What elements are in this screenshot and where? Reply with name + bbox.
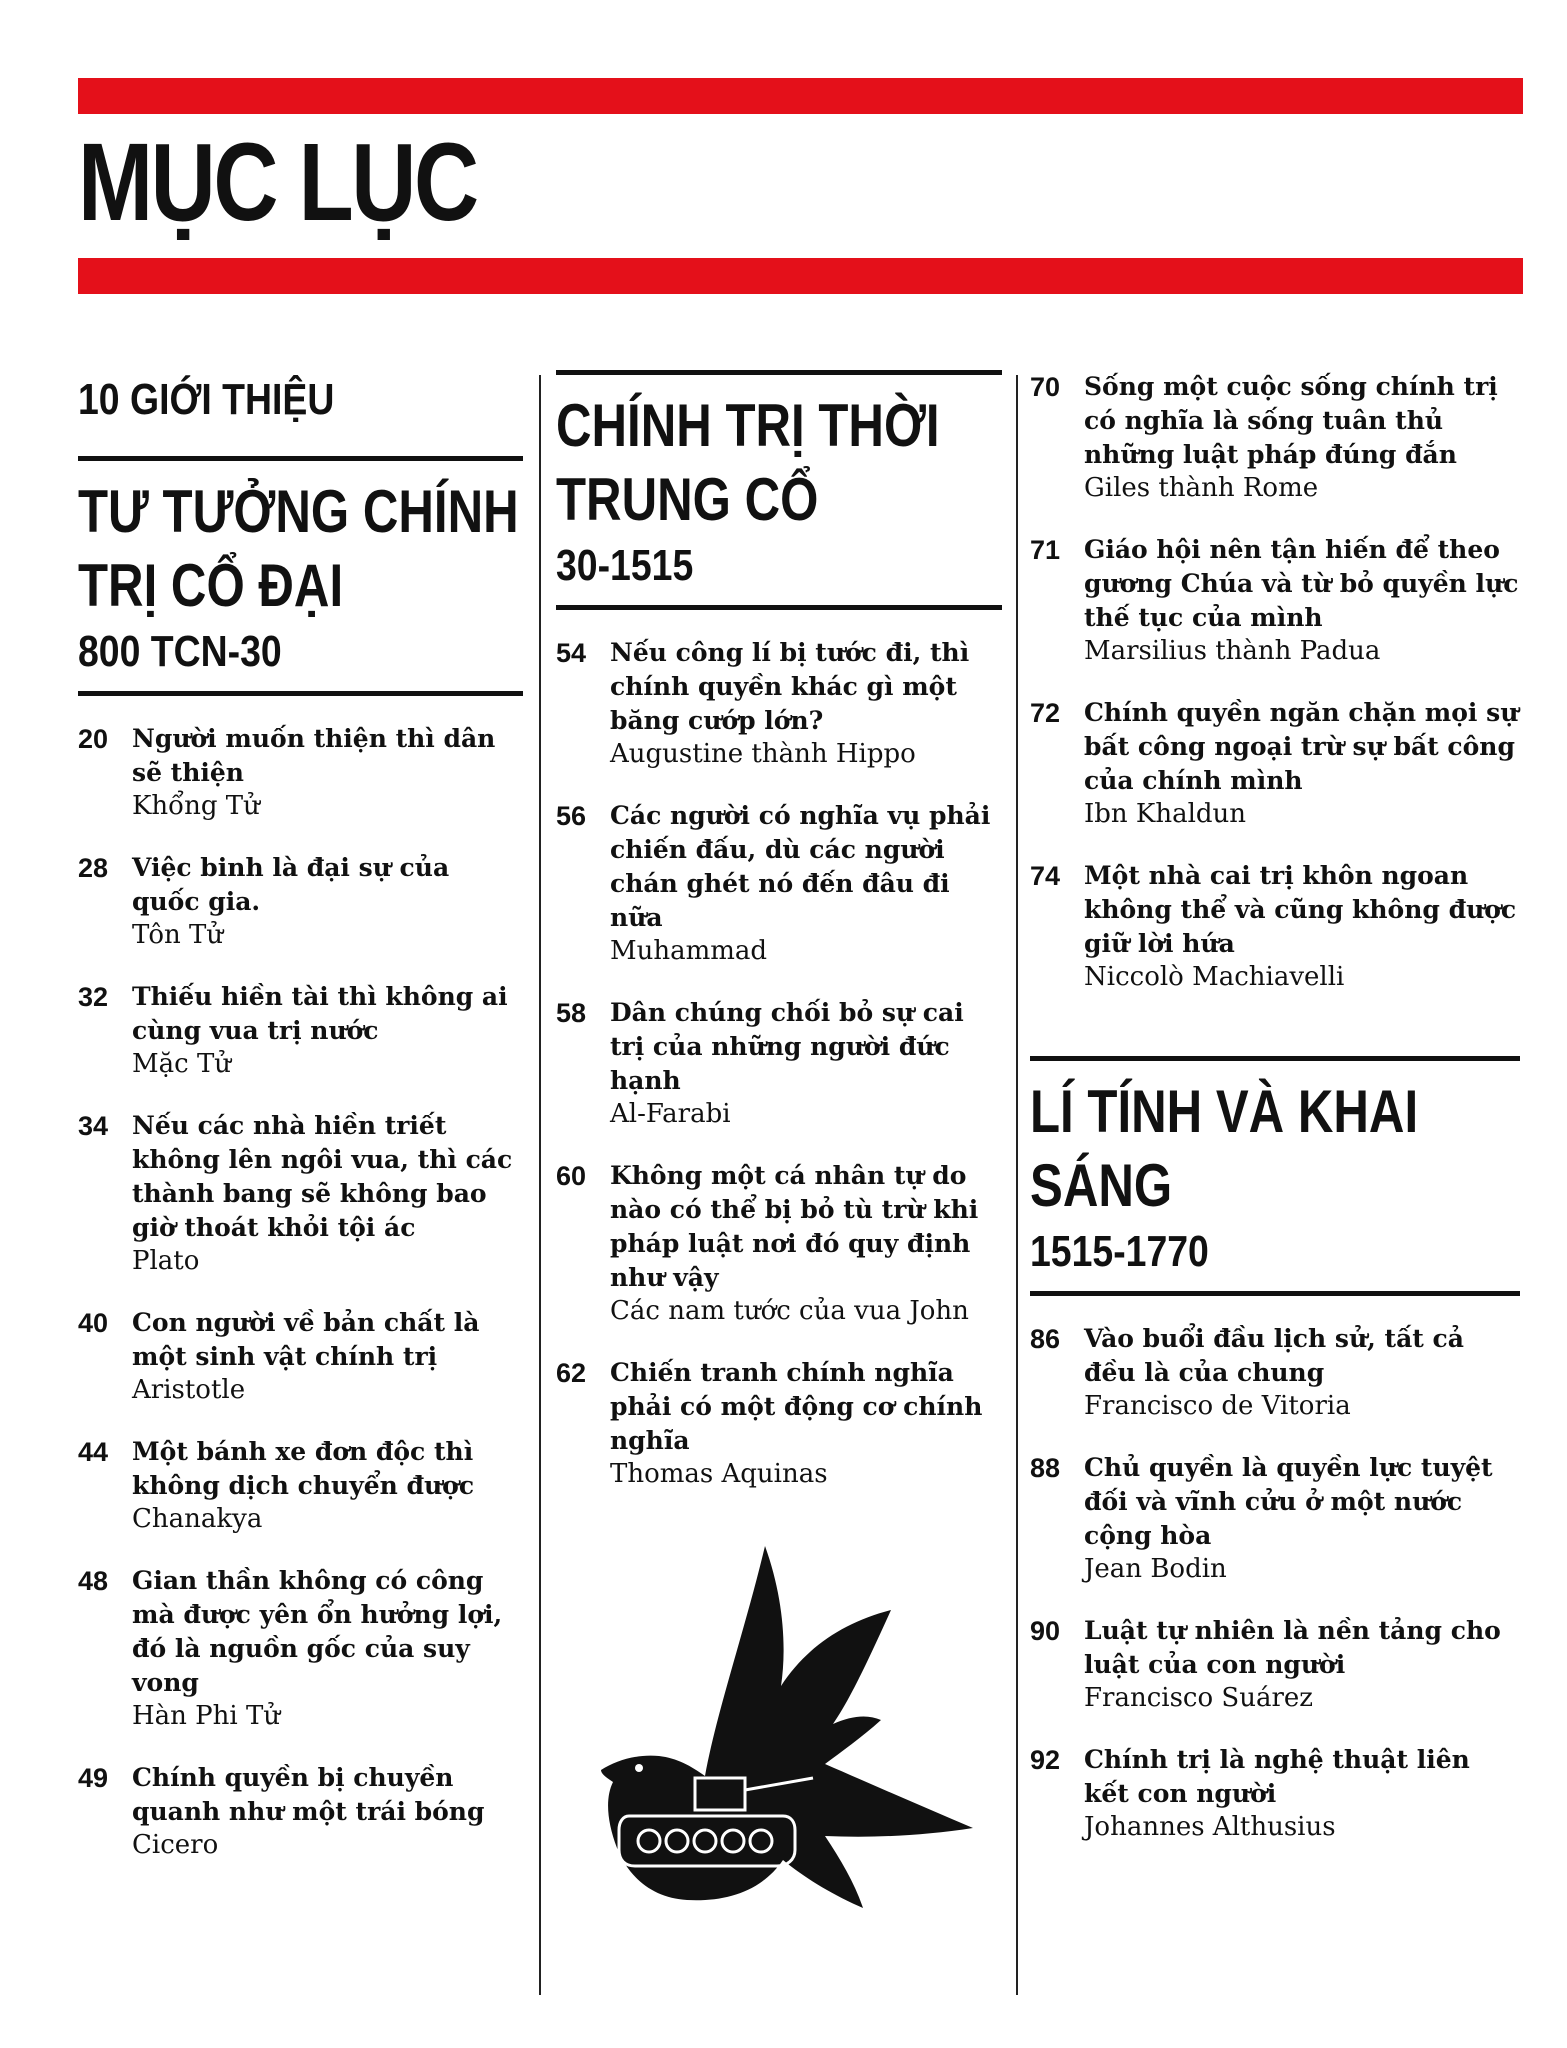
entry-page-number: 60 — [556, 1161, 587, 1191]
column-divider — [539, 375, 541, 1995]
toc-entry — [78, 1564, 523, 1733]
entry-page-number: 62 — [556, 1358, 587, 1388]
entry-author: Muhammad — [610, 936, 768, 966]
entry-title: Một bánh xe đơn độc thì không dịch chuyển được — [132, 1437, 475, 1500]
dove-tank-icon — [555, 1538, 985, 1938]
entry-page-number: 54 — [556, 638, 587, 668]
entry-author: Tôn Tử — [132, 920, 224, 950]
entry-author: Chanakya — [132, 1504, 263, 1534]
entry-title: Chính trị là nghệ thuật liên kết con người — [1084, 1745, 1470, 1808]
entry-page-number: 74 — [1030, 861, 1061, 891]
entry-page-number: 20 — [78, 724, 109, 754]
entry-page-number: 92 — [1030, 1745, 1061, 1775]
toc-entry — [78, 1435, 523, 1536]
toc-entry — [556, 996, 1002, 1131]
entry-title: Một nhà cai trị khôn ngoan không thể và cũng không được giữ lời hứa — [1084, 861, 1517, 958]
entry-title: Chiến tranh chính nghĩa phải có một động cơ chính nghĩa — [610, 1358, 983, 1455]
section-years: 800 TCN-30 — [78, 627, 282, 676]
column-divider — [1016, 375, 1018, 1995]
entry-author: Johannes Althusius — [1084, 1812, 1336, 1842]
toc-entry — [1030, 1322, 1520, 1423]
entry-author: Francisco de Vitoria — [1084, 1391, 1351, 1421]
entry-author: Hàn Phi Tử — [132, 1701, 281, 1731]
entry-title: Dân chúng chối bỏ sự cai trị của những người đức hạnh — [610, 998, 964, 1095]
entry-author: Marsilius thành Padua — [1084, 636, 1381, 666]
entry-page-number: 86 — [1030, 1324, 1061, 1354]
toc-entry — [1030, 1614, 1520, 1715]
section-years: 30-1515 — [556, 541, 694, 590]
section-title: CHÍNH TRỊ THỜI TRUNG CỔ — [556, 392, 940, 533]
entry-page-number: 34 — [78, 1111, 109, 1141]
entry-page-number: 72 — [1030, 698, 1061, 728]
entry-page-number: 40 — [78, 1308, 109, 1338]
toc-entry — [78, 722, 523, 823]
entry-author: Các nam tước của vua John — [610, 1296, 969, 1326]
entry-page-number: 71 — [1030, 535, 1061, 565]
entry-title: Chính quyền ngăn chặn mọi sự bất công ngoại trừ sự bất công của chính mình — [1084, 698, 1519, 795]
entry-title: Sống một cuộc sống chính trị có nghĩa là sống tuân thủ những luật pháp đúng đắn — [1084, 372, 1498, 469]
toc-entry — [78, 1109, 523, 1278]
entry-author: Ibn Khaldun — [1084, 799, 1247, 829]
entry-title: Con người về bản chất là một sinh vật chính trị — [132, 1308, 480, 1371]
toc-entry — [556, 636, 1002, 771]
toc-entry — [556, 799, 1002, 968]
entry-author: Niccolò Machiavelli — [1084, 962, 1345, 992]
entry-author: Mặc Tử — [132, 1049, 232, 1079]
entry-author: Giles thành Rome — [1084, 473, 1319, 503]
entry-title: Gian thần không có công mà được yên ổn hưởng lợi, đó là nguồn gốc của suy vong — [132, 1566, 503, 1697]
entry-page-number: 88 — [1030, 1453, 1061, 1483]
entry-page-number: 48 — [78, 1566, 109, 1596]
section-title: TƯ TƯỞNG CHÍNH TRỊ CỔ ĐẠI — [78, 478, 519, 619]
entry-page-number: 70 — [1030, 372, 1061, 402]
entry-author: Al-Farabi — [610, 1099, 731, 1129]
entry-page-number: 56 — [556, 801, 587, 831]
section-heading-enlightenment — [1030, 1056, 1520, 1296]
entry-author: Cicero — [132, 1830, 219, 1860]
toc-entry — [1030, 533, 1520, 668]
entry-author: Plato — [132, 1246, 200, 1276]
entry-page-number: 44 — [78, 1437, 109, 1467]
entry-author: Thomas Aquinas — [610, 1459, 828, 1489]
toc-entry — [1030, 370, 1520, 505]
entry-title: Vào buổi đầu lịch sử, tất cả đều là của chung — [1084, 1324, 1464, 1387]
dove-eye — [635, 1764, 643, 1772]
entry-title: Giáo hội nên tận hiến để theo gương Chúa và từ bỏ quyền lực thế tục của mình — [1084, 535, 1519, 632]
entry-page-number: 28 — [78, 853, 109, 883]
entry-title: Các người có nghĩa vụ phải chiến đấu, dù các người chán ghét nó đến đâu đi nữa — [610, 801, 991, 932]
toc-column-2 — [556, 370, 1002, 1519]
toc-entry — [78, 1306, 523, 1407]
entry-author: Augustine thành Hippo — [610, 739, 916, 769]
entry-author: Jean Bodin — [1084, 1554, 1227, 1584]
section-heading-ancient — [78, 456, 523, 696]
toc-entry — [1030, 859, 1520, 994]
toc-entry — [556, 1159, 1002, 1328]
entry-title: Chính quyền bị chuyền quanh như một trái bóng — [132, 1763, 485, 1826]
entry-page-number: 49 — [78, 1763, 109, 1793]
entry-page-number: 58 — [556, 998, 587, 1028]
page-title: MỤC LỤC — [78, 121, 477, 244]
entry-author: Francisco Suárez — [1084, 1683, 1313, 1713]
toc-column-3 — [1030, 370, 1520, 1872]
toc-entry — [556, 1356, 1002, 1491]
entry-title: Nếu công lí bị tước đi, thì chính quyền khác gì một băng cướp lớn? — [610, 638, 970, 735]
toc-entry — [78, 980, 523, 1081]
entry-title: Không một cá nhân tự do nào có thể bị bỏ tù trừ khi pháp luật nơi đó quy định như vậy — [610, 1161, 979, 1292]
entry-title: Chủ quyền là quyền lực tuyệt đối và vĩnh cửu ở một nước cộng hòa — [1084, 1453, 1493, 1550]
header-rule-bottom — [78, 258, 1523, 294]
toc-entry — [78, 1761, 523, 1862]
toc-entry — [78, 851, 523, 952]
entry-title: Việc binh là đại sự của quốc gia. — [132, 853, 450, 916]
toc-entry — [1030, 696, 1520, 831]
entry-title: Thiếu hiền tài thì không ai cùng vua trị nước — [132, 982, 508, 1045]
entry-page-number: 90 — [1030, 1616, 1061, 1646]
entry-title: Nếu các nhà hiền triết không lên ngôi vua, thì các thành bang sẽ không bao giờ thoát khỏi tội ác — [132, 1111, 513, 1242]
entry-page-number: 32 — [78, 982, 109, 1012]
section-title: LÍ TÍNH VÀ KHAI SÁNG — [1030, 1078, 1419, 1219]
toc-entry — [1030, 1451, 1520, 1586]
intro-heading: 10 GIỚI THIỆU — [78, 375, 335, 424]
section-heading-medieval — [556, 370, 1002, 610]
entry-author: Aristotle — [132, 1375, 246, 1405]
toc-column-1 — [78, 370, 523, 1890]
entry-title: Người muốn thiện thì dân sẽ thiện — [132, 724, 496, 787]
header-rule-top — [78, 78, 1523, 114]
section-years: 1515-1770 — [1030, 1227, 1209, 1276]
entry-title: Luật tự nhiên là nền tảng cho luật của con người — [1084, 1616, 1501, 1679]
toc-entry — [1030, 1743, 1520, 1844]
dove-silhouette — [601, 1546, 973, 1908]
entry-author: Khổng Tử — [132, 791, 260, 821]
